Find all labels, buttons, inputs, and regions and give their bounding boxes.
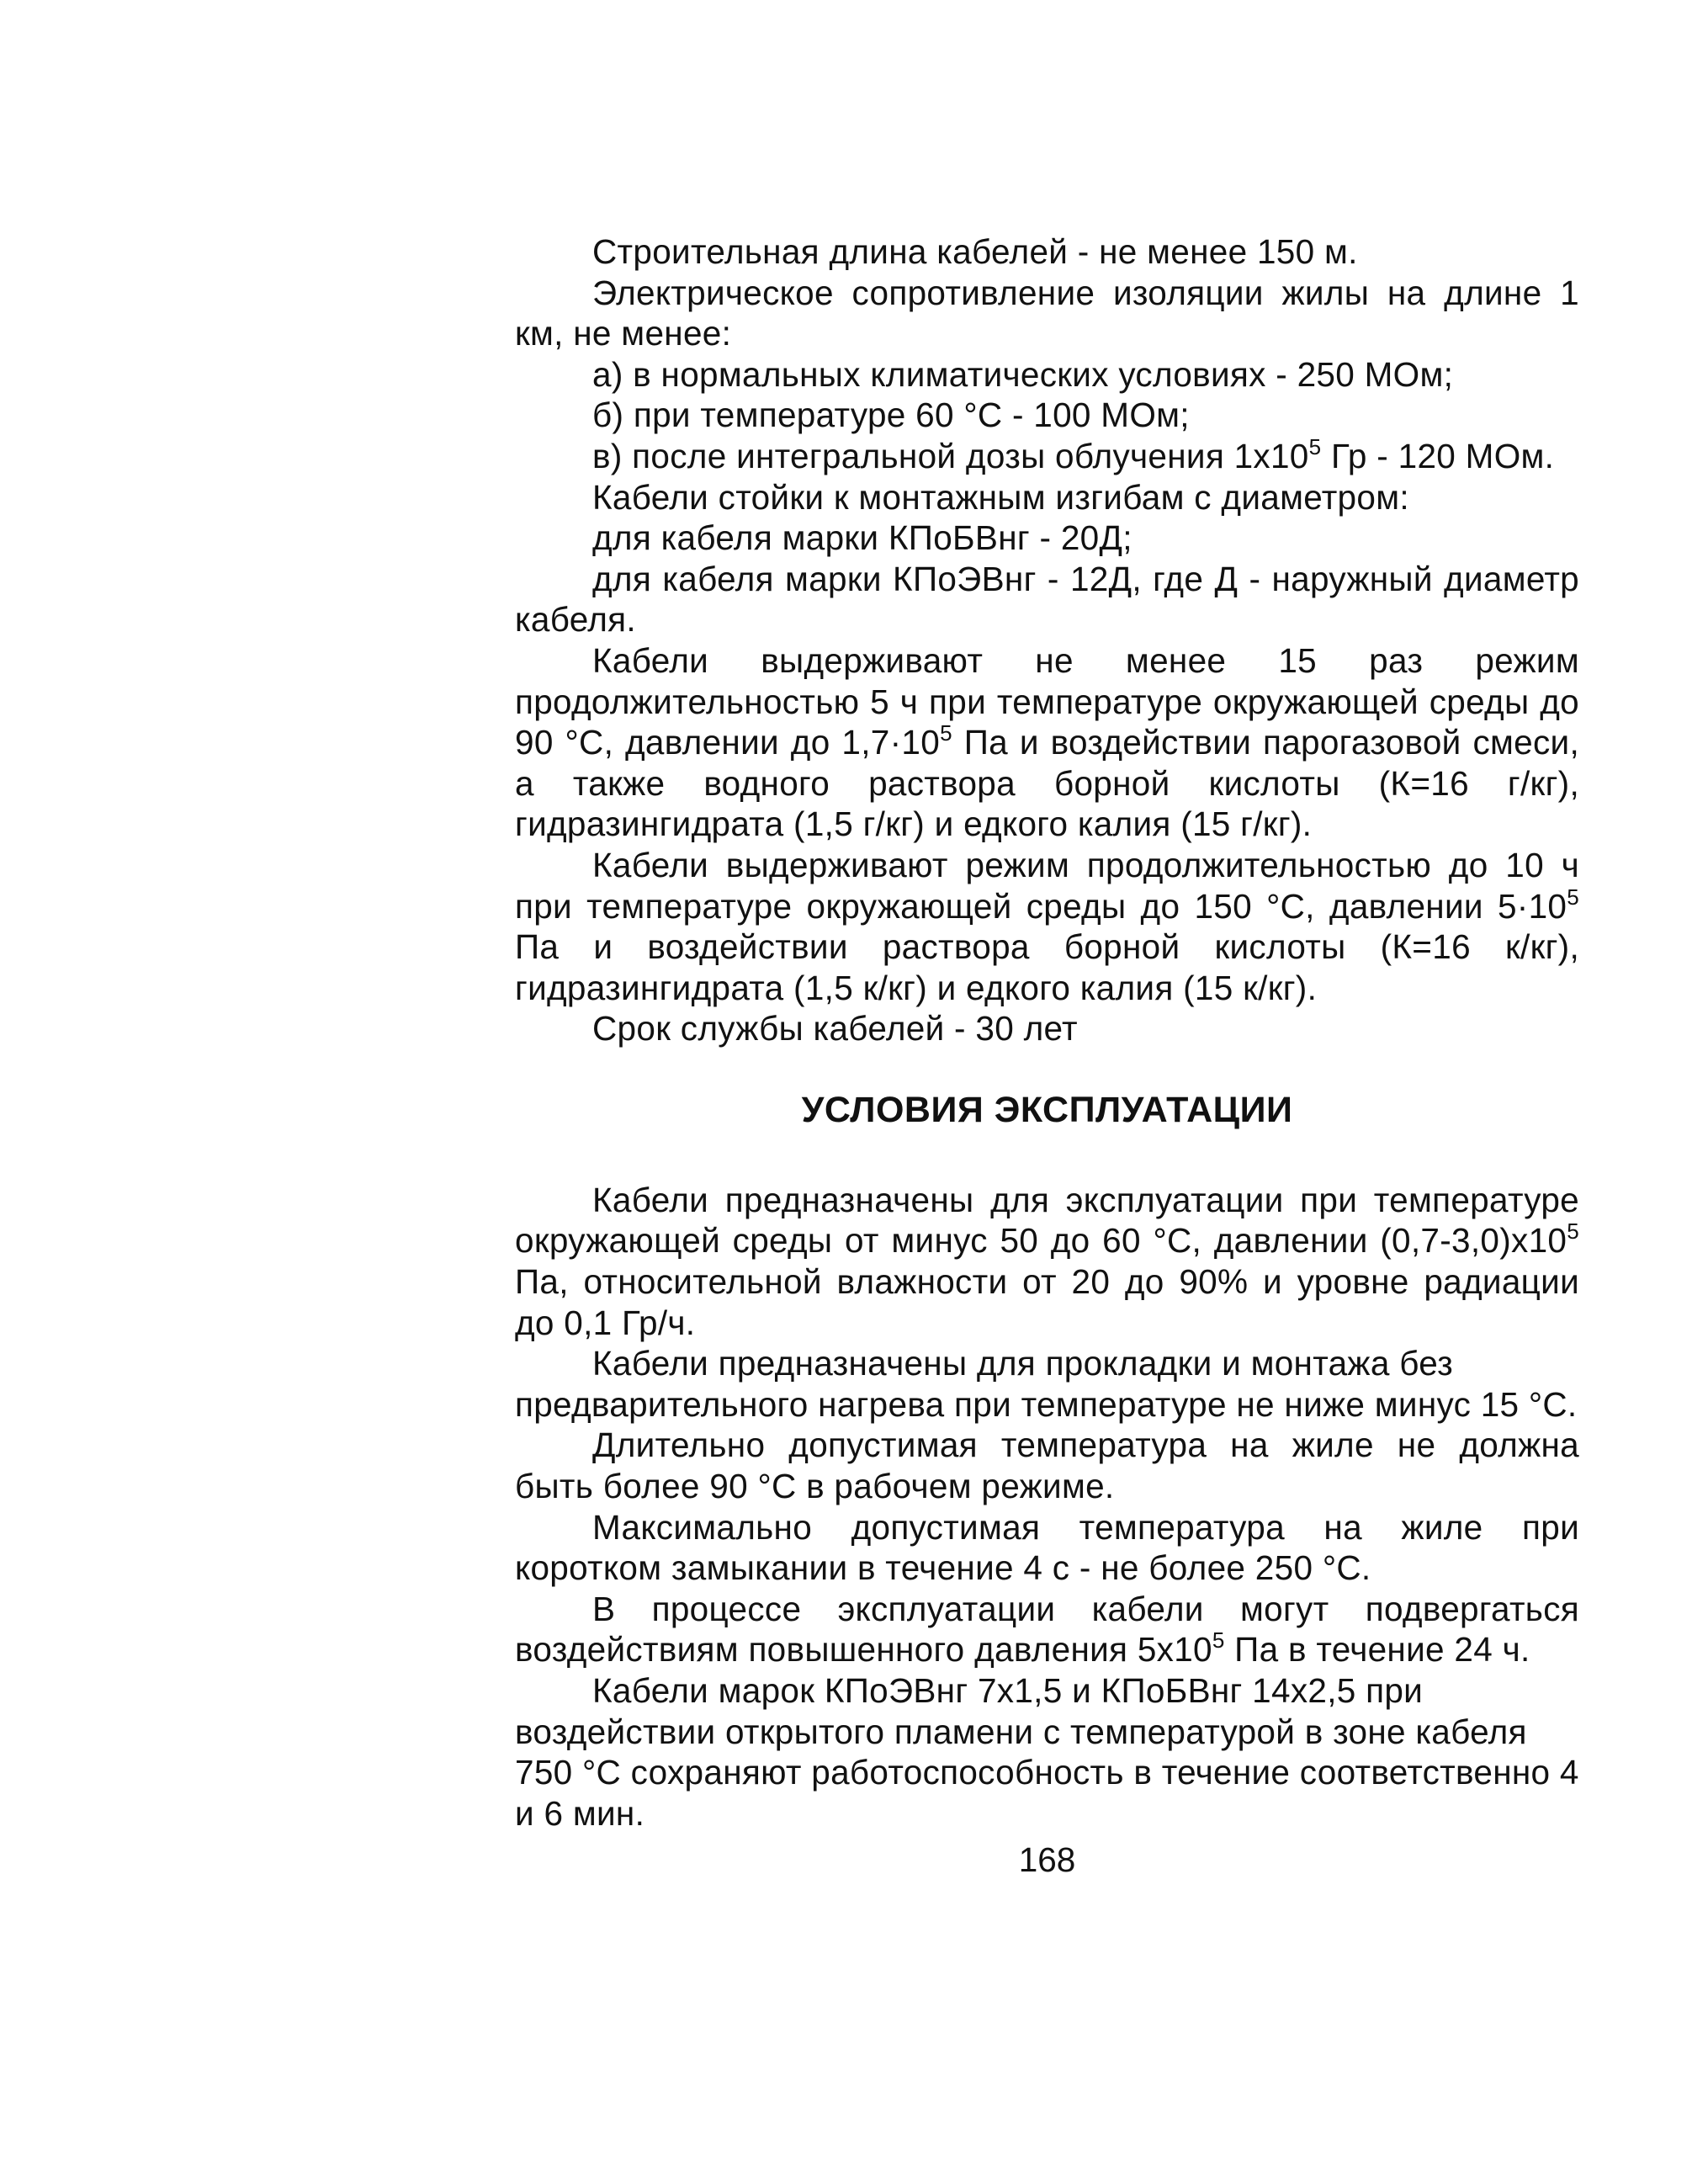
paragraph-elevated-pressure (515, 1589, 1579, 1670)
exponent: 5 (1212, 1627, 1225, 1654)
paragraph-kpoevng-diameter: для кабеля марки КПоЭВнг - 12Д, где Д - наружный диаметр кабеля. (515, 559, 1579, 640)
paragraph-operating-environment (515, 1180, 1579, 1343)
exponent: 5 (1308, 433, 1322, 459)
paragraph-insulation-resistance: Электрическое сопротивление изоляции жилы на длине 1 км, не менее: (515, 273, 1579, 353)
paragraph-steam-gas-text-end: Па и воздействии парогазовой смеси, а также водного раствора борной кислоты (К=16 г/кг), гидразингидрата (1,5 г/кг) и едкого калия (15 г/кг). (515, 723, 1579, 844)
exponent: 5 (1567, 884, 1579, 910)
paragraph-elevated-pressure-text-end: Па в течение 24 ч. (1224, 1630, 1530, 1670)
document-page (515, 231, 1579, 1880)
section-operating-conditions (515, 1180, 1579, 1834)
paragraph-construction-length: Строительная длина кабелей - не менее 150 м. (592, 232, 1358, 271)
section-specs (515, 231, 1579, 1049)
paragraph-kpobvng-diameter: для кабеля марки КПоБВнг - 20Д; (592, 518, 1132, 558)
paragraph-high-temperature-text-end: Па и воздействии раствора борной кислоты (К=16 к/кг), гидразингидрата (1,5 к/кг) и едкого калия (15 к/кг). (515, 927, 1579, 1007)
list-item-irradiation (515, 433, 1579, 477)
paragraph-service-life: Срок службы кабелей - 30 лет (592, 1009, 1078, 1048)
paragraph-high-temperature-test (515, 845, 1579, 1008)
exponent: 5 (940, 720, 952, 746)
list-item-normal-conditions: а) в нормальных климатических условиях - 250 МОм; (592, 354, 1454, 394)
paragraph-fire-resistance: Кабели марок КПоЭВнг 7х1,5 и КПоБВнг 14х2,5 при воздействии открытого пламени с температурой в зоне кабеля 750 °С сохраняют работоспособность в течение соответственно 4 и 6 мин. (515, 1671, 1579, 1833)
list-item-irradiation-text: в) после интегральной дозы облучения 1х10 (592, 436, 1309, 475)
section-heading-operating-conditions: УСЛОВИЯ ЭКСПЛУАТАЦИИ (801, 1089, 1293, 1130)
paragraph-continuous-temperature: Длительно допустимая температура на жиле не должна быть более 90 °С в рабочем режиме. (515, 1425, 1579, 1506)
paragraph-operating-environment-text-end: Па, относительной влажности от 20 до 90% и уровне радиации до 0,1 Гр/ч. (515, 1262, 1579, 1342)
paragraph-high-temperature-text: Кабели выдерживают режим продолжительностью до 10 ч при температуре окружающей среды до 150 °С, давлении 5·10 (515, 845, 1579, 926)
paragraph-short-circuit-temperature: Максимально допустимая температура на жиле при коротком замыкании в течение 4 с - не более 250 °С. (515, 1507, 1579, 1588)
paragraph-elevated-pressure-text: В процессе эксплуатации кабели могут подвергаться воздействиям повышенного давления 5х10 (515, 1589, 1579, 1670)
list-item-temperature-60: б) при температуре 60 °С - 100 МОм; (592, 396, 1190, 435)
paragraph-bend-resistance: Кабели стойки к монтажным изгибам с диаметром: (592, 477, 1409, 517)
page-number: 168 (1018, 1840, 1076, 1880)
paragraph-installation: Кабели предназначены для прокладки и монтажа без предварительного нагрева при температуре не ниже минус 15 °С. (515, 1344, 1578, 1424)
list-item-irradiation-text-end: Гр - 120 МОм. (1321, 436, 1555, 475)
paragraph-steam-gas-text: Кабели выдерживают не менее 15 раз режим продолжительностью 5 ч при температуре окружающей среды до 90 °С, давлении до 1,7·10 (515, 640, 1579, 762)
exponent: 5 (1567, 1218, 1579, 1245)
paragraph-steam-gas-test (515, 640, 1579, 845)
paragraph-operating-environment-text: Кабели предназначены для эксплуатации при температуре окружающей среды от минус 50 до 60 °С, давлении (0,7-3,0)х10 (515, 1180, 1579, 1261)
